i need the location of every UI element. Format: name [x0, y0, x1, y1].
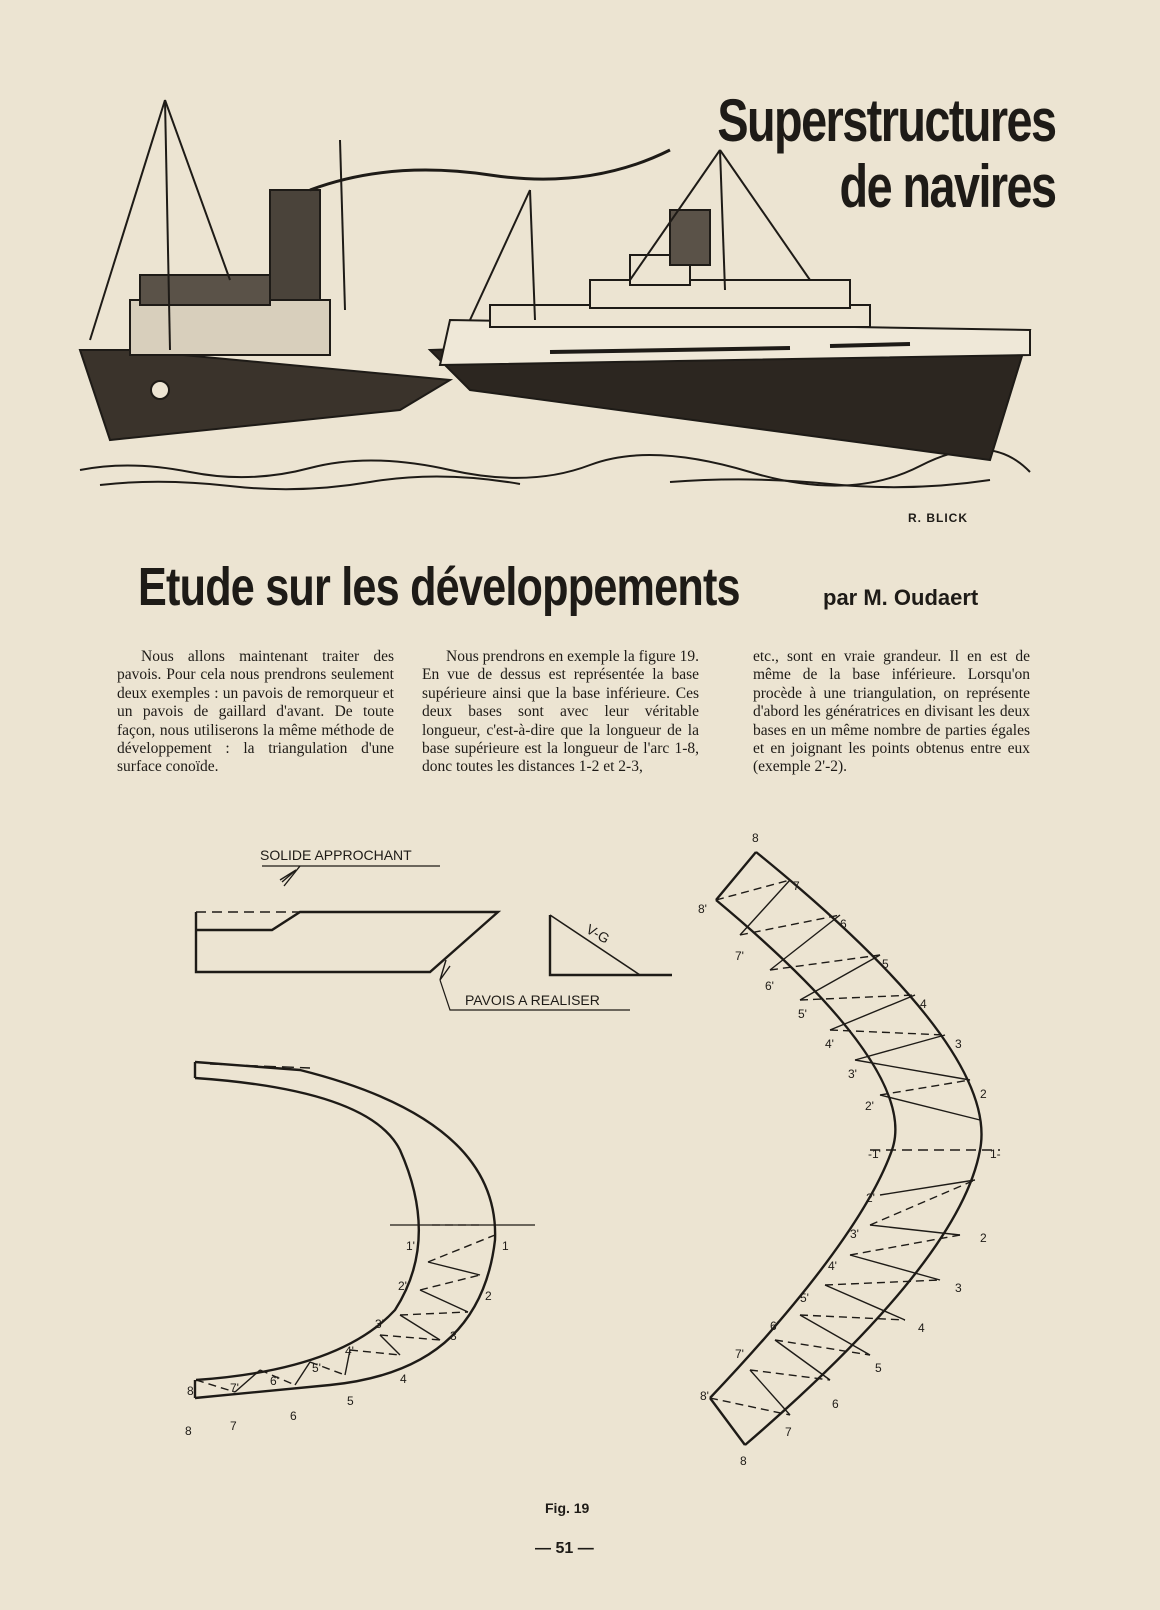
figure-19-diagram — [0, 820, 1160, 1500]
right-point-5pb: 5' — [800, 1291, 809, 1305]
left-point-6p: 6' — [270, 1374, 279, 1388]
left-point-1p: 1' — [406, 1239, 415, 1253]
right-point-7b: 7 — [785, 1425, 792, 1439]
right-point-3b: 3 — [955, 1281, 962, 1295]
right-point-4p: 4' — [825, 1037, 834, 1051]
paragraph: Nous allons maintenant traiter des pavois. Pour cela nous prendrons seulement deux exemples : un pavois de remorqueur et un pavois de gaillard d'avant. De toute façon, nous utiliserons la même méthode de développement : la triangulation d'une surface conoïde. — [117, 648, 394, 776]
text-column-1 — [117, 648, 394, 777]
right-point-8p: 8' — [698, 902, 707, 916]
paragraph: Nous prendrons en exemple la figure 19. En vue de dessus est représentée la base supérieure ainsi que la base inférieure. Ces deux bases sont avec leur véritable longueur, c'est-à-dire que la longueur de la base supérieure est la longueur de l'arc 1-8, donc toutes les distances 1-2 et 2-3, — [422, 648, 699, 776]
label-solide-approchant: SOLIDE APPROCHANT — [260, 847, 412, 863]
right-point-6p: 6' — [765, 979, 774, 993]
right-point-8pb: 8' — [700, 1389, 709, 1403]
right-point-7pb: 7' — [735, 1347, 744, 1361]
figure-caption: Fig. 19 — [545, 1500, 590, 1516]
left-point-6: 6 — [290, 1409, 297, 1423]
left-point-5: 5 — [347, 1394, 354, 1408]
title-line-2: de navires — [839, 153, 1055, 220]
right-point-4: 4 — [920, 997, 927, 1011]
right-point-5p: 5' — [798, 1007, 807, 1021]
right-point-4pb: 4' — [828, 1259, 837, 1273]
label-vg: V-G — [583, 920, 613, 947]
paragraph: etc., sont en vraie grandeur. Il en est de même de la base inférieure. Lorsqu'on procède à une triangulation, on représente d'abord les génératrices en divisant les deux bases en un même nombre de parties égales et en joignant les points obtenus entre eux (exemple 2'-2). — [753, 648, 1030, 776]
illustrator-signature: R. BLICK — [908, 511, 968, 525]
right-point-8: 8 — [752, 831, 759, 845]
page-number: — 51 — — [535, 1540, 594, 1557]
left-point-8: 8 — [185, 1424, 192, 1438]
label-pavois-a-realiser: PAVOIS A REALISER — [465, 992, 600, 1008]
right-point-1: 1- — [990, 1147, 1001, 1161]
left-point-3: 3 — [450, 1329, 457, 1343]
left-point-4p: 4' — [345, 1344, 354, 1358]
title-line-1: Superstructures — [716, 87, 1055, 154]
text-column-2 — [422, 648, 699, 777]
right-point-6b: 6 — [832, 1397, 839, 1411]
article-author: par M. Oudaert — [823, 585, 979, 610]
left-point-2: 2 — [485, 1289, 492, 1303]
right-point-3p: 3' — [848, 1067, 857, 1081]
left-point-8p: 8 — [187, 1384, 194, 1398]
right-point-7p: 7' — [735, 949, 744, 963]
right-point-2: 2 — [980, 1087, 987, 1101]
left-point-2p: 2' — [398, 1279, 407, 1293]
right-point-8b: 8 — [740, 1454, 747, 1468]
right-point-2pb: 2' — [866, 1191, 875, 1205]
right-point-6pb: 6' — [770, 1319, 779, 1333]
right-point-2p: 2' — [865, 1099, 874, 1113]
right-point-3pb: 3' — [850, 1227, 859, 1241]
left-point-7: 7 — [230, 1419, 237, 1433]
right-point-2b: 2 — [980, 1231, 987, 1245]
magazine-title — [717, 88, 1055, 220]
left-point-5p: 5' — [312, 1361, 321, 1375]
right-point-7: 7 — [793, 879, 800, 893]
right-point-5: 5 — [882, 957, 889, 971]
right-point-5b: 5 — [875, 1361, 882, 1375]
right-point-1p: -1' — [868, 1147, 881, 1161]
left-point-3p: 3' — [375, 1317, 384, 1331]
article-title: Etude sur les développements — [138, 557, 740, 617]
right-point-3: 3 — [955, 1037, 962, 1051]
right-point-6: 6 — [840, 917, 847, 931]
left-point-1: 1 — [502, 1239, 509, 1253]
left-point-7p: 7' — [230, 1381, 239, 1395]
text-column-3 — [753, 648, 1030, 777]
right-point-4b: 4 — [918, 1321, 925, 1335]
left-point-4: 4 — [400, 1372, 407, 1386]
